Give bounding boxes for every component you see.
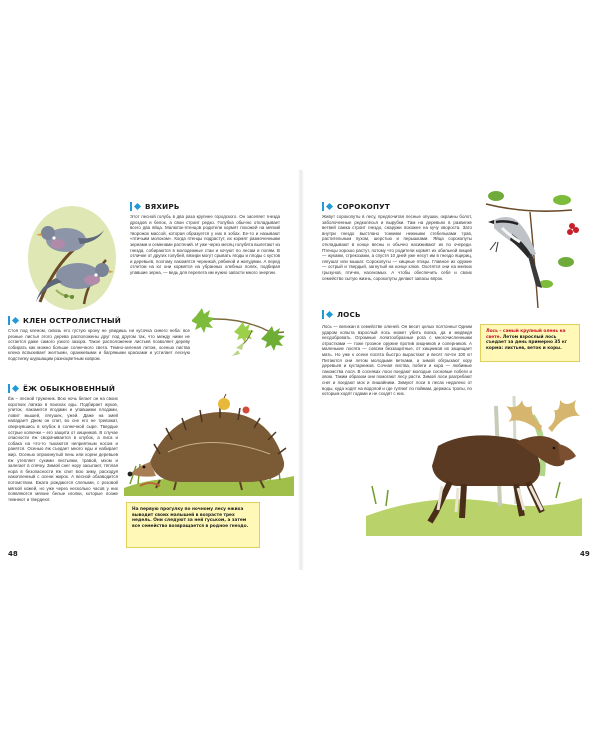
- vyakhir-text: Этот лесной голубь в два раза крупнее городского. Он заселяет гнезда дроздов и белок, а свои строит редко. Голубка обычно откладывает всего два яйца. Малюток-птенцов родители кормят похожей на мягкий творожок массой, которая образуется у них в зобах. Ее-то и называют «птичьим молоком». Когда птенцы подрастут, их кормят размоченными зернами и семенами растений. И уже через месяц голубята вылетают из гнезда, собираются в молодежные стаи и кочуют по лесам и полям. В отличие от других голубей, вяхири могут срывать ягоды и плоды с кустов и деревьев, поэтому лакомятся черникой, рябиной и желудями. А перед отлетом на юг они кормятся на убранных хлебных полях, подбирая упавшие зерна, — ведь для перелета им нужно запасти много энергии.: [130, 214, 280, 275]
- heading-text: КЛЕН ОСТРОЛИСТНЫЙ: [23, 316, 121, 325]
- heading-marker-icon: [322, 202, 324, 211]
- right-page: [306, 170, 598, 570]
- ezh-text: Ёж – лесной труженик. Всю ночь бегает он на своих коротких лапках в поисках еды. Подбирает жуков, улиток, лакомится ягодами и упавшими плодами, ловит мышей, лягушек, ужей. Даже на змей нападает! Днем он спит, во сне его не тревожат, свернувшись в клубок в солнечной сыре. Твердые острые колючки – его защита от хищников. В случае опасности ёж сворачивается в клубок, а лиса и собака на что-то тыкаются неприятным носом и ранятся. Осенью ёж съедает много еды и набирает жир. Осенью опрокинутый пень или корни деревьев ёж утепляет сухими листьями, травой, мхом и залегает в спячку. Зимой снег нору засыпает, тёплая нора в безопасности ёж спит всю зиму, расходуя накопленный с осени жирок. А весной обзаводится потомством. Ежата рождаются слепыми, с розовой мягкой кожей, но уже через несколько часов у них появляются мягкие белые иголки, которые позже темнеют и твердеют.: [8, 396, 118, 502]
- page-number-right: 49: [580, 550, 590, 558]
- page-number-left: 48: [8, 550, 18, 558]
- diamond-icon: [326, 311, 333, 318]
- callout-text: Летом взрослый лось съедает за день примерно 35 кг корма: листьев, веток и коры.: [486, 334, 568, 351]
- heading-marker-icon: [8, 316, 10, 325]
- callout-text: На первую прогулку по ночному лесу ежиха выводит своих малышей в возрасте трех недель. Они следуют за ней гуськом, а затем все семейство возвращается в родное гнездо.: [132, 507, 249, 529]
- heading-ezh: [8, 384, 115, 393]
- heading-text: ВЯХИРЬ: [145, 202, 180, 211]
- los-text: Лось — великан в семействе оленей. Он весит целых полтонны! Одним ударом копыта взрослый лось может убить волка, да и медведя несдобровать. Огромные лопатообразные рога с многочисленными отростками — тоже грозное оружие против хищников и соперников. А маленькие лосята — совсем беззащитные, от хищников их защищает мать. Но уже к осени лосята быстро вырастают и весят почти 100 кг! Питаются они летом молодыми ветками, а зимой обгрызают кору деревьев и кустарников. Сочная листва, побеги и кора — любимые лакомства лося. В сосняках лоси поедают молодые сосновые побеги и хвою. Таким образом они помогают лесу расти. Зимой лоси разгребают снег и поедают мох и лишайники. Зимуют лоси в лесах недалеко от воды, куда ходят на водопой и где гуляют по поймам, держась тропы, по которым ходят годами и не сходят с них.: [322, 324, 472, 397]
- book-spine: [298, 170, 304, 570]
- diamond-icon: [12, 385, 19, 392]
- heading-vyakhir: [130, 202, 180, 211]
- diamond-icon: [12, 317, 19, 324]
- heading-text: ЛОСЬ: [337, 310, 361, 319]
- wood-pigeon-illustration: [26, 200, 118, 312]
- callout-accent-text: Лось – самый крупный олень на свете.: [486, 329, 566, 340]
- heading-marker-icon: [8, 384, 10, 393]
- heading-text: СОРОКОПУТ: [337, 202, 391, 211]
- diamond-icon: [326, 203, 333, 210]
- moose-illustration: [346, 386, 586, 536]
- shrike-illustration: [476, 184, 586, 314]
- maple-branch-illustration: [192, 298, 292, 360]
- sorokoput-text: Живут сорокопуты в лесу, предпочитая лесные опушки, окраины болот, заболоченные редколесья и вырубки. Там на деревьях в развилке ветвей самка строит гнездо, снаружи похожее на кучу хвороста. Зато внутри гнездо выстлано тонкими нежными стебельками трав, растительным пухом, шерстью и перышками. Яйца сорокопуты откладывают в конце весны и обычно насиживают их по очереди. Птенцы хорошо растут, потому что родители кормят их обильной пищей — жуками, стрекозами, а спустя 10 дней уже несут им в гнездо ящериц, лягушат или мышат. Сорокопуты — хищные птицы. Главное их оружие — острый и твердый, загнутый на конце клюв. Охотятся они на мелких грызунов, птичек, насекомых. А чтобы обеспечить себя и своих семейство сытую жизнь, сорокопуты делают запасы впрок.: [322, 214, 472, 281]
- diamond-icon: [134, 203, 141, 210]
- left-page: [4, 170, 296, 570]
- heading-marker-icon: [130, 202, 132, 211]
- moose-fact-callout: [480, 324, 580, 362]
- hedgehog-illustration: [120, 392, 296, 496]
- heading-marker-icon: [322, 310, 324, 319]
- hedgehog-fact-callout: [126, 502, 260, 548]
- heading-text: ЁЖ ОБЫКНОВЕННЫЙ: [23, 384, 116, 393]
- heading-sorokoput: [322, 202, 390, 211]
- klen-text: Стоя под кленом, сквозь его густую крону не увидишь ни кусочка синего неба: все резные листья этого дерева расположены друг под другом так, что между ними не остается даже самого узкого зазора. Такое расположение листьев позволяет дереву собирать как можно больше солнечного света. Темно-зеленая летом, осенью листва клена вспыхивает желтыми, оранжевыми и багряными красками и устилает лесную подстилку шуршащим разноцветным ковром.: [8, 328, 190, 361]
- heading-los: [322, 310, 361, 319]
- heading-klen: [8, 316, 121, 325]
